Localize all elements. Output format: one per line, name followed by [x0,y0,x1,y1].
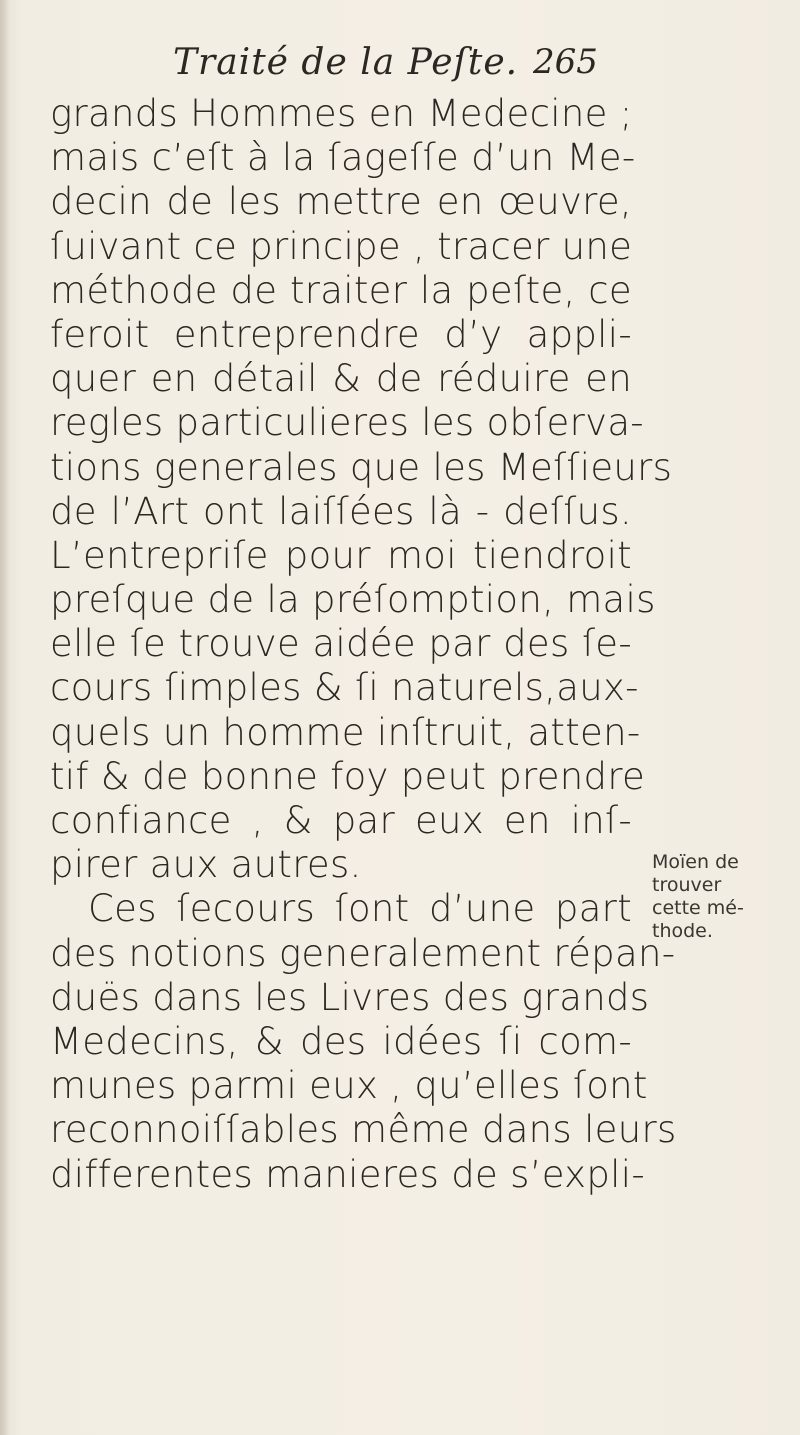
text-line: confiance , & par eux en inſ- [50,799,632,842]
text-line: regles particulieres les obſerva- [50,401,644,445]
margin-note [652,851,800,943]
text-line: munes parmi eux , qu’elles ſont [50,1064,648,1108]
margin-note-line: thode. [652,920,713,942]
paragraph-start-line: Ces ſecours ſont d’une part [88,887,632,931]
running-head [165,42,635,94]
body-text [50,92,677,1197]
text-line: Medecins, & des idées ſi com- [50,1019,632,1063]
text-line: ſuivant ce principe , tracer une [50,224,633,268]
text-line: decin de les mettre en œuvre, [50,180,632,224]
text-line: tif & de bonne foy peut prendre [50,754,646,798]
text-line: grands Hommes en Medecine ; [50,92,633,135]
running-head-title: Traité de la Peſte. [173,42,519,83]
text-line: tions generales que les Meſſieurs [50,445,673,489]
text-line: differentes manieres de s’expli- [50,1152,645,1196]
text-line: elle ſe trouve aidée par des ſe- [50,622,632,666]
text-line: mais c’eſt à la ſageſſe d’un Me- [50,136,636,180]
text-line: méthode de traiter la peſte, ce [50,268,632,312]
text-line: pirer aux autres. [50,843,362,887]
margin-note-line: cette mé- [652,897,744,919]
text-line: duës dans les Livres des grands [50,975,650,1019]
text-line: quels un homme inſtruit, atten- [50,710,641,754]
text-line: des notions generalement répan- [50,931,676,975]
text-line: reconnoiſſables même dans leurs [50,1108,677,1152]
page-gutter-shadow [0,0,10,1435]
margin-note-line: trouver [652,874,722,896]
text-line: L’entrepriſe pour moi tiendroit [50,533,632,577]
text-line: quer en détail & de réduire en [50,357,632,401]
text-line: feroit entreprendre d’y appli- [50,312,632,356]
page-number: 265 [533,42,598,82]
text-line: cours ſimples & ſi naturels,aux- [50,666,639,710]
text-line: preſque de la préſomption, mais [50,578,656,622]
margin-note-line: Moïen de [652,851,739,873]
text-line: de l’Art ont laiſſées là - deſſus. [50,489,632,533]
